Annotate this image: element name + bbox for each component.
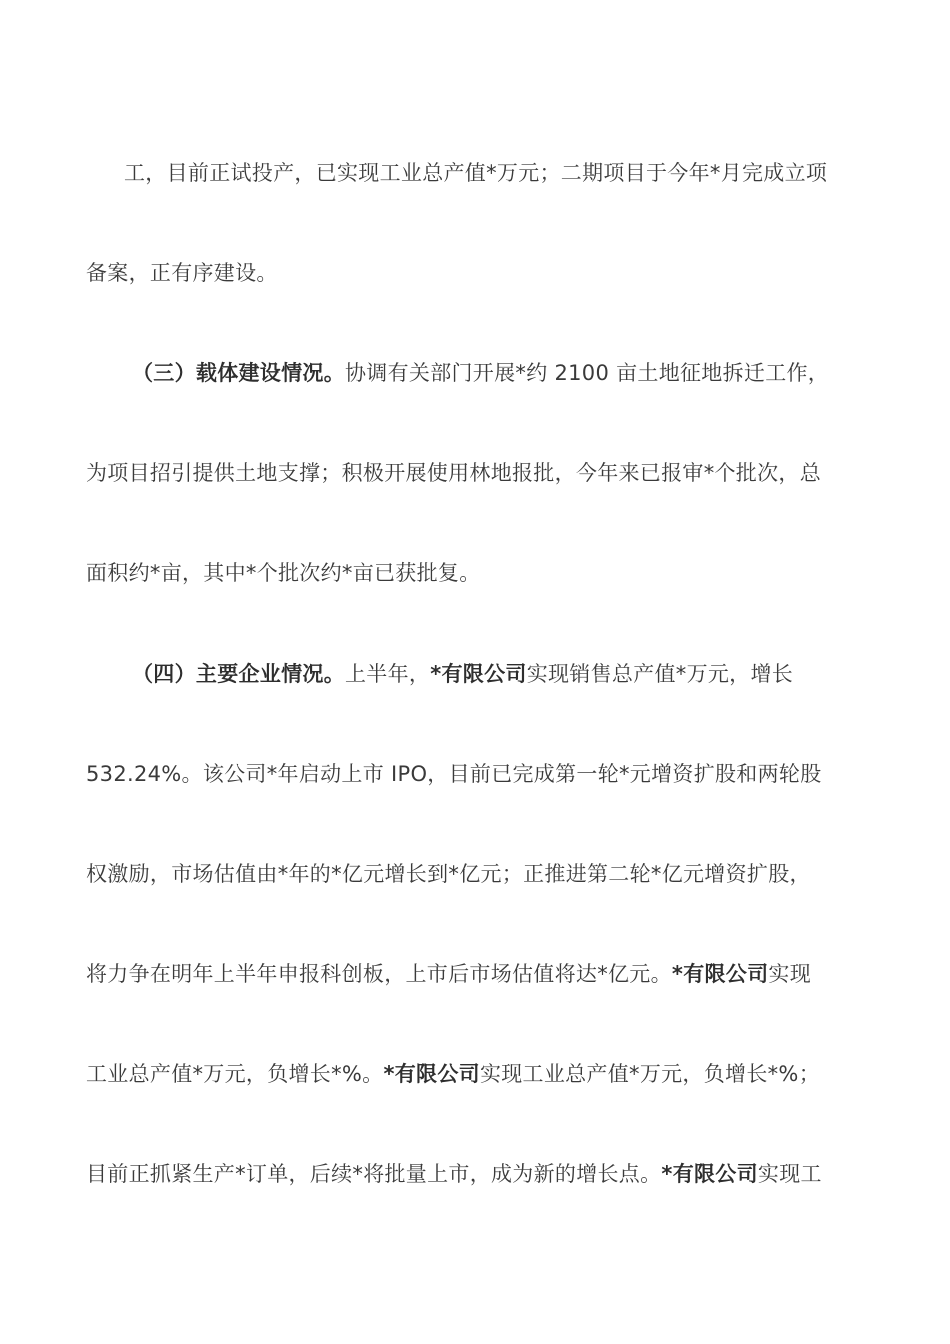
company-name: *有限公司 xyxy=(430,662,527,686)
paragraph2-line1: 协调有关部门开展*约 2100 亩土地征地拆迁工作， xyxy=(345,361,830,385)
company-name: *有限公司 xyxy=(671,962,769,986)
paragraph2-line2: 为项目招引提供土地支撑；积极开展使用林地报批，今年来已报审*个批次，总 xyxy=(86,461,821,485)
section-heading-4: （四）主要企业情况。 xyxy=(132,662,345,686)
paragraph3-line4-end: 实现 xyxy=(768,962,811,986)
paragraph3-line3: 权激励，市场估值由*年的*亿元增长到*亿元；正推进第二轮*亿元增资扩股， xyxy=(86,862,811,886)
paragraph1-line2: 备案，正有序建设。 xyxy=(86,261,278,285)
paragraph3-line4-start: 将力争在明年上半年申报科创板，上市后市场估值将达*亿元。 xyxy=(86,962,672,986)
text-line xyxy=(86,959,876,989)
paragraph3-line5-start: 工业总产值*万元，负增长*%。 xyxy=(86,1062,384,1086)
paragraph3-line2: 532.24%。该公司*年启动上市 IPO，目前已完成第一轮*元增资扩股和两轮股 xyxy=(86,762,822,786)
paragraph1-line1: 工，目前正试投产，已实现工业总产值*万元；二期项目于今年*月完成立项 xyxy=(124,161,828,185)
text-line xyxy=(86,258,876,288)
text-line xyxy=(86,759,876,789)
text-line xyxy=(86,1159,876,1189)
section-heading-3: （三）载体建设情况。 xyxy=(132,361,345,385)
paragraph3-line5-end: 实现工业总产值*万元，负增长*%； xyxy=(479,1062,820,1086)
paragraph3-line6-end: 实现工 xyxy=(757,1162,822,1186)
paragraph3-line1-rest: 实现销售总产值*万元，增长 xyxy=(526,662,794,686)
text-line xyxy=(86,859,876,889)
paragraph3-line6-start: 目前正抓紧生产*订单，后续*将批量上市，成为新的增长点。 xyxy=(86,1162,662,1186)
paragraph2-line3: 面积约*亩，其中*个批次约*亩已获批复。 xyxy=(86,561,481,585)
text-line xyxy=(86,1059,876,1089)
paragraph3-line1-mid: 上半年， xyxy=(345,662,431,686)
company-name: *有限公司 xyxy=(661,1162,758,1186)
text-line xyxy=(86,558,876,588)
text-line xyxy=(124,158,914,188)
text-line xyxy=(86,458,876,488)
text-line xyxy=(132,659,922,689)
text-line xyxy=(132,358,922,388)
company-name: *有限公司 xyxy=(383,1062,480,1086)
